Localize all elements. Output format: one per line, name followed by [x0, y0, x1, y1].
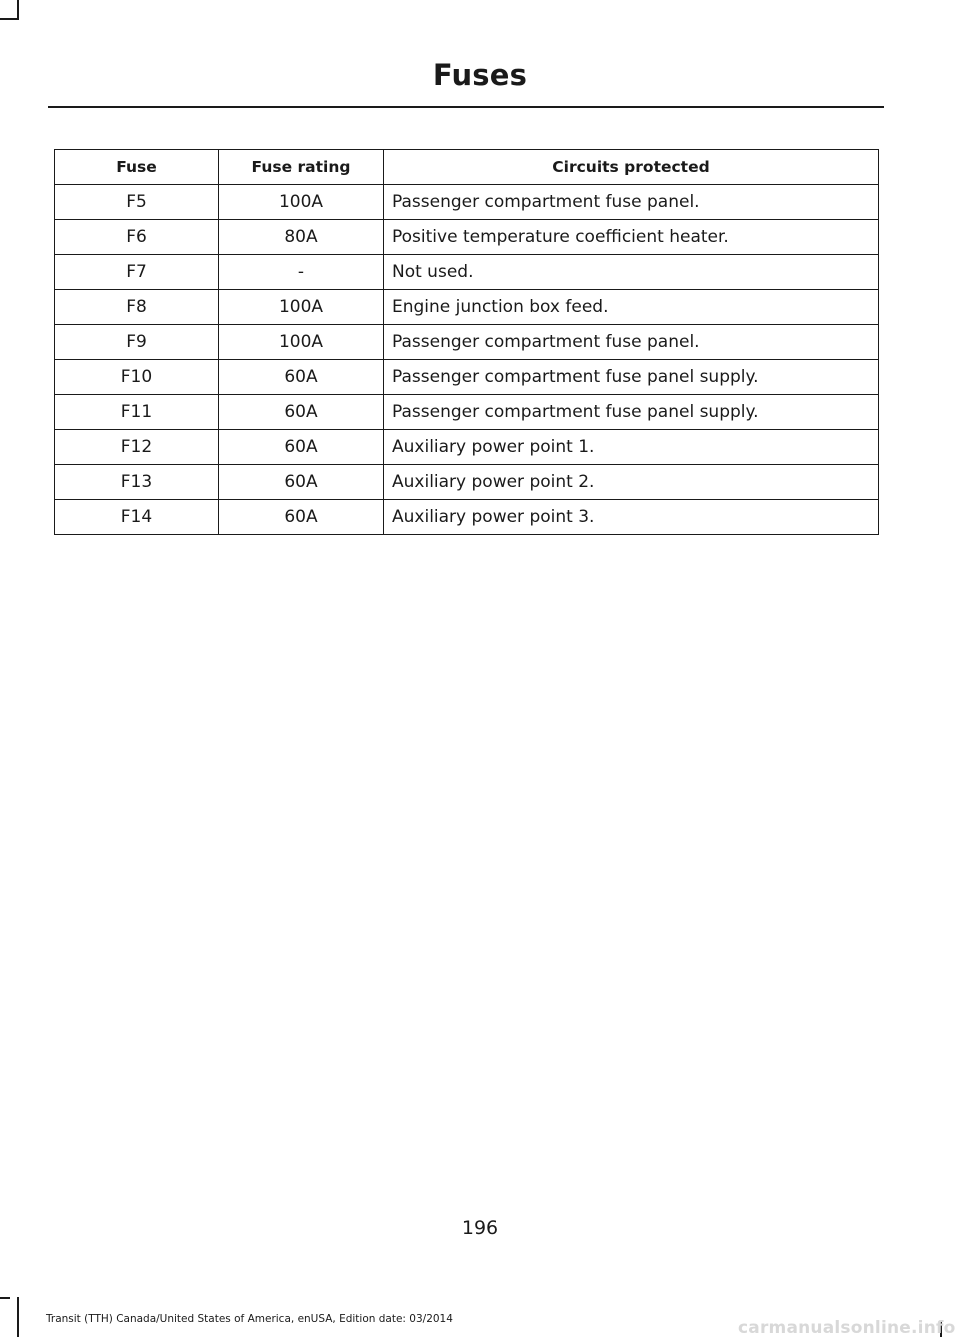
cell-fuse-rating: 100A: [219, 325, 384, 360]
edition-footer: Transit (TTH) Canada/United States of America, enUSA, Edition date: 03/2014: [46, 1313, 453, 1325]
crop-mark-top-left-vertical: [17, 0, 19, 20]
cell-fuse-rating: 60A: [219, 360, 384, 395]
cell-fuse-rating: 60A: [219, 430, 384, 465]
page-title: Fuses: [432, 58, 528, 92]
cell-fuse: F6: [55, 220, 219, 255]
cell-fuse-rating: 80A: [219, 220, 384, 255]
watermark: carmanualsonline.info: [738, 1318, 956, 1338]
cell-fuse: F7: [55, 255, 219, 290]
table-row: [55, 360, 879, 395]
cell-circuit: Passenger compartment fuse panel supply.: [384, 395, 879, 430]
page-number: 196: [461, 1217, 499, 1239]
crop-mark-top-left-horizontal: [0, 18, 19, 20]
column-header-fuse-rating: Fuse rating: [219, 150, 384, 185]
cell-circuit: Passenger compartment fuse panel.: [384, 185, 879, 220]
cell-fuse: F12: [55, 430, 219, 465]
cell-fuse: F5: [55, 185, 219, 220]
table-row: [55, 220, 879, 255]
cell-fuse: F14: [55, 500, 219, 535]
cell-circuit: Engine junction box feed.: [384, 290, 879, 325]
cell-fuse: F13: [55, 465, 219, 500]
cell-circuit: Auxiliary power point 3.: [384, 500, 879, 535]
column-header-circuits-protected: Circuits protected: [384, 150, 879, 185]
table-row: [55, 325, 879, 360]
cell-circuit: Positive temperature coefficient heater.: [384, 220, 879, 255]
cell-fuse-rating: 100A: [219, 290, 384, 325]
cell-circuit: Auxiliary power point 1.: [384, 430, 879, 465]
table-row: [55, 395, 879, 430]
cell-fuse: F8: [55, 290, 219, 325]
table-row: [55, 430, 879, 465]
table-row: [55, 255, 879, 290]
table-row: [55, 500, 879, 535]
table-row: [55, 465, 879, 500]
cell-circuit: Not used.: [384, 255, 879, 290]
cell-fuse: F10: [55, 360, 219, 395]
cell-circuit: Auxiliary power point 2.: [384, 465, 879, 500]
title-divider: [48, 106, 884, 108]
cell-fuse-rating: 60A: [219, 465, 384, 500]
cell-circuit: Passenger compartment fuse panel supply.: [384, 360, 879, 395]
crop-mark-bottom-left-vertical: [17, 1297, 19, 1337]
cell-fuse-rating: 100A: [219, 185, 384, 220]
table-row: [55, 185, 879, 220]
table-header-row: [55, 150, 879, 185]
table-row: [55, 290, 879, 325]
cell-circuit: Passenger compartment fuse panel.: [384, 325, 879, 360]
column-header-fuse: Fuse: [55, 150, 219, 185]
cell-fuse-rating: -: [219, 255, 384, 290]
cell-fuse-rating: 60A: [219, 500, 384, 535]
crop-mark-bottom-left-short: [0, 1297, 10, 1299]
fuse-table: [54, 149, 879, 535]
cell-fuse: F11: [55, 395, 219, 430]
cell-fuse: F9: [55, 325, 219, 360]
cell-fuse-rating: 60A: [219, 395, 384, 430]
